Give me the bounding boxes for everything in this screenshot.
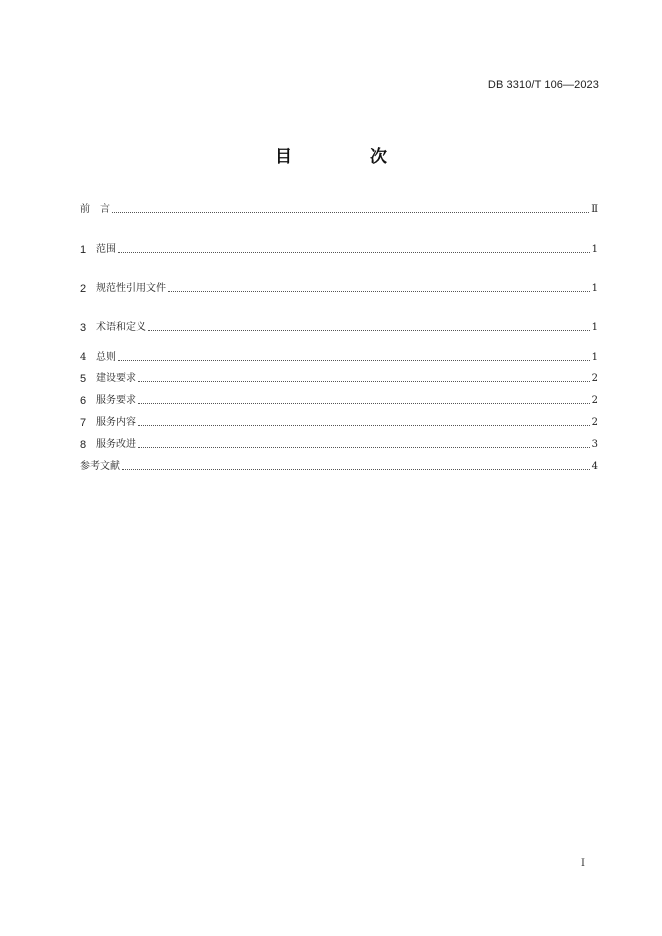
toc-entry-terms-definitions[interactable] xyxy=(80,320,598,334)
toc-entry-label: 服务内容 xyxy=(96,417,136,428)
toc-entry-bibliography[interactable] xyxy=(80,459,598,473)
toc-entry-page: 1 xyxy=(591,322,598,333)
toc-entry-page: Ⅱ xyxy=(591,204,598,215)
toc-leader xyxy=(138,424,590,426)
toc-entry-page: 1 xyxy=(591,352,598,363)
toc-entry-service-requirements[interactable] xyxy=(80,393,598,407)
toc-leader xyxy=(118,251,590,253)
toc-entry-label: 术语和定义 xyxy=(96,322,146,333)
document-code: DB 3310/T 106—2023 xyxy=(487,79,599,91)
toc-leader xyxy=(138,380,590,382)
toc-leader xyxy=(138,402,590,404)
toc-entry-page: 3 xyxy=(591,439,598,450)
page-title: 目 次 xyxy=(275,147,423,167)
toc-entry-scope[interactable] xyxy=(80,242,598,256)
toc-entry-number: 4 xyxy=(80,352,87,363)
toc-leader xyxy=(168,290,590,292)
toc-entry-page: 2 xyxy=(591,373,598,384)
toc-entry-number: 2 xyxy=(80,283,87,295)
toc-entry-number: 1 xyxy=(80,244,87,256)
toc-entry-number: 6 xyxy=(80,395,87,407)
toc-entry-number: 8 xyxy=(80,439,87,451)
toc-entry-number: 3 xyxy=(80,322,87,334)
toc-entry-label: 服务要求 xyxy=(96,395,136,406)
toc-entry-label: 建设要求 xyxy=(96,373,136,384)
toc-entry-number: 7 xyxy=(80,417,87,429)
toc-entry-page: 2 xyxy=(591,417,598,428)
toc-entry-number: 5 xyxy=(80,373,87,385)
toc-entry-label: 总则 xyxy=(96,352,116,363)
toc-leader xyxy=(118,359,590,361)
toc-leader xyxy=(138,446,590,448)
toc-entry-normative-references[interactable] xyxy=(80,281,598,295)
toc-entry-page: 1 xyxy=(591,283,598,294)
toc-entry-page: 4 xyxy=(591,461,598,472)
toc-leader xyxy=(122,468,590,470)
toc-entry-foreword[interactable] xyxy=(80,202,598,216)
toc-leader xyxy=(112,211,589,213)
toc-entry-label: 范围 xyxy=(96,244,116,255)
toc-entry-label: 规范性引用文件 xyxy=(96,283,166,294)
toc-entry-construction-requirements[interactable] xyxy=(80,371,598,385)
toc-leader xyxy=(148,329,590,331)
toc-entry-page: 2 xyxy=(591,395,598,406)
toc-entry-service-improvement[interactable] xyxy=(80,437,598,451)
toc-entry-label: 服务改进 xyxy=(96,439,136,450)
toc-entry-page: 1 xyxy=(591,244,598,255)
page-number: I xyxy=(581,858,585,869)
toc-entry-label: 参考文献 xyxy=(80,461,120,472)
toc-entry-label: 前 言 xyxy=(80,204,110,215)
toc-entry-service-content[interactable] xyxy=(80,415,598,429)
toc-entry-general[interactable] xyxy=(80,350,598,364)
